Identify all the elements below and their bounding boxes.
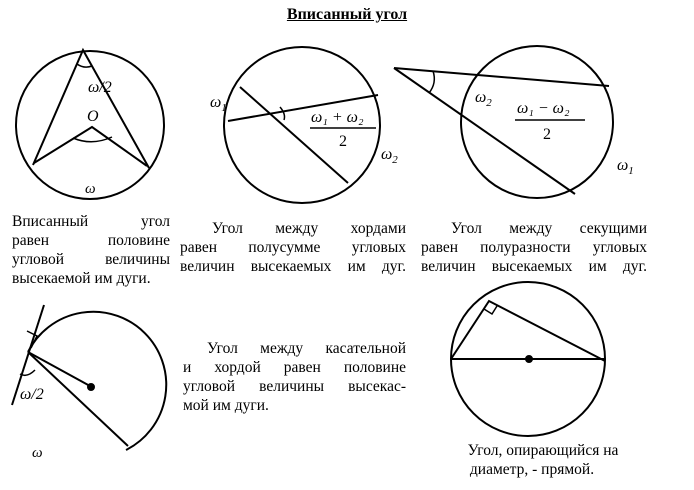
caption-secants-angle bbox=[421, 219, 647, 276]
omega1-label-secants: $\omega_1$ bbox=[617, 157, 634, 177]
caption-line: Вписанный угол bbox=[12, 213, 170, 230]
caption-line: Угол, опирающийся на bbox=[467, 442, 619, 459]
caption-tangent-chord bbox=[183, 339, 406, 415]
caption-chords-angle bbox=[180, 219, 406, 276]
caption-inscribed-angle bbox=[12, 212, 170, 288]
omega2-label: $\omega_2$ bbox=[381, 146, 398, 166]
chords-angle-arc bbox=[280, 107, 285, 120]
top-angle-arc bbox=[77, 64, 92, 67]
center-o-label: O bbox=[87, 108, 99, 125]
page-title: Вписанный угол bbox=[286, 6, 408, 23]
circle-3 bbox=[461, 46, 613, 198]
caption-line: мой им дуги. bbox=[183, 397, 269, 414]
figure-secants-angle bbox=[394, 46, 634, 198]
caption-line: диаметр, - прямой. bbox=[469, 461, 595, 478]
inscribed-triangle bbox=[451, 301, 605, 361]
secant-1 bbox=[394, 68, 609, 86]
caption-line: Угол между хордами bbox=[212, 220, 406, 237]
figure-diameter-angle bbox=[451, 282, 605, 436]
center-dot bbox=[88, 384, 94, 390]
figure-tangent-chord bbox=[12, 305, 166, 461]
half-diff-denominator: 2 bbox=[543, 126, 551, 143]
circle-4-arc bbox=[28, 312, 166, 450]
tangent-half-label: ω/2 bbox=[20, 386, 44, 403]
caption-line: угловой величины высекас- bbox=[183, 378, 406, 395]
caption-line: Угол между секущими bbox=[451, 220, 647, 237]
half-sum-numerator: ω₁ + ω₂ bbox=[311, 109, 364, 126]
caption-line: высекаемой им дуги. bbox=[12, 270, 151, 287]
caption-line: угловой величины bbox=[12, 251, 170, 268]
caption-line: равен полусумме угловых bbox=[180, 239, 406, 256]
caption-diameter-angle bbox=[425, 441, 639, 479]
figure-inscribed-angle bbox=[16, 50, 164, 199]
caption-line: величин высекаемых им дуг. bbox=[180, 258, 406, 275]
half-diff-numerator: ω₁ − ω₂ bbox=[517, 100, 570, 117]
diameter-center-dot bbox=[526, 356, 532, 362]
caption-line: и хордой равен половине bbox=[183, 359, 406, 376]
caption-line: равен половине bbox=[12, 232, 170, 249]
caption-line: Угол между касательной bbox=[207, 340, 406, 357]
caption-line: равен полуразности угловых bbox=[421, 239, 647, 256]
caption-line: величин высекаемых им дуг. bbox=[421, 258, 647, 275]
omega2-label-secants: $\omega_2$ bbox=[475, 89, 492, 109]
half-sum-denominator: 2 bbox=[339, 133, 347, 150]
chord-2 bbox=[240, 87, 348, 183]
omega1-label: $\omega_1$ bbox=[210, 94, 227, 114]
omega-half-label: ω/2 bbox=[88, 79, 112, 96]
figure-chords-angle bbox=[210, 47, 398, 203]
secants-angle-arc bbox=[429, 71, 434, 93]
tangent-arc-label: ω bbox=[32, 445, 43, 461]
arc-omega-label: ω bbox=[85, 181, 96, 197]
circle-1 bbox=[16, 51, 164, 199]
